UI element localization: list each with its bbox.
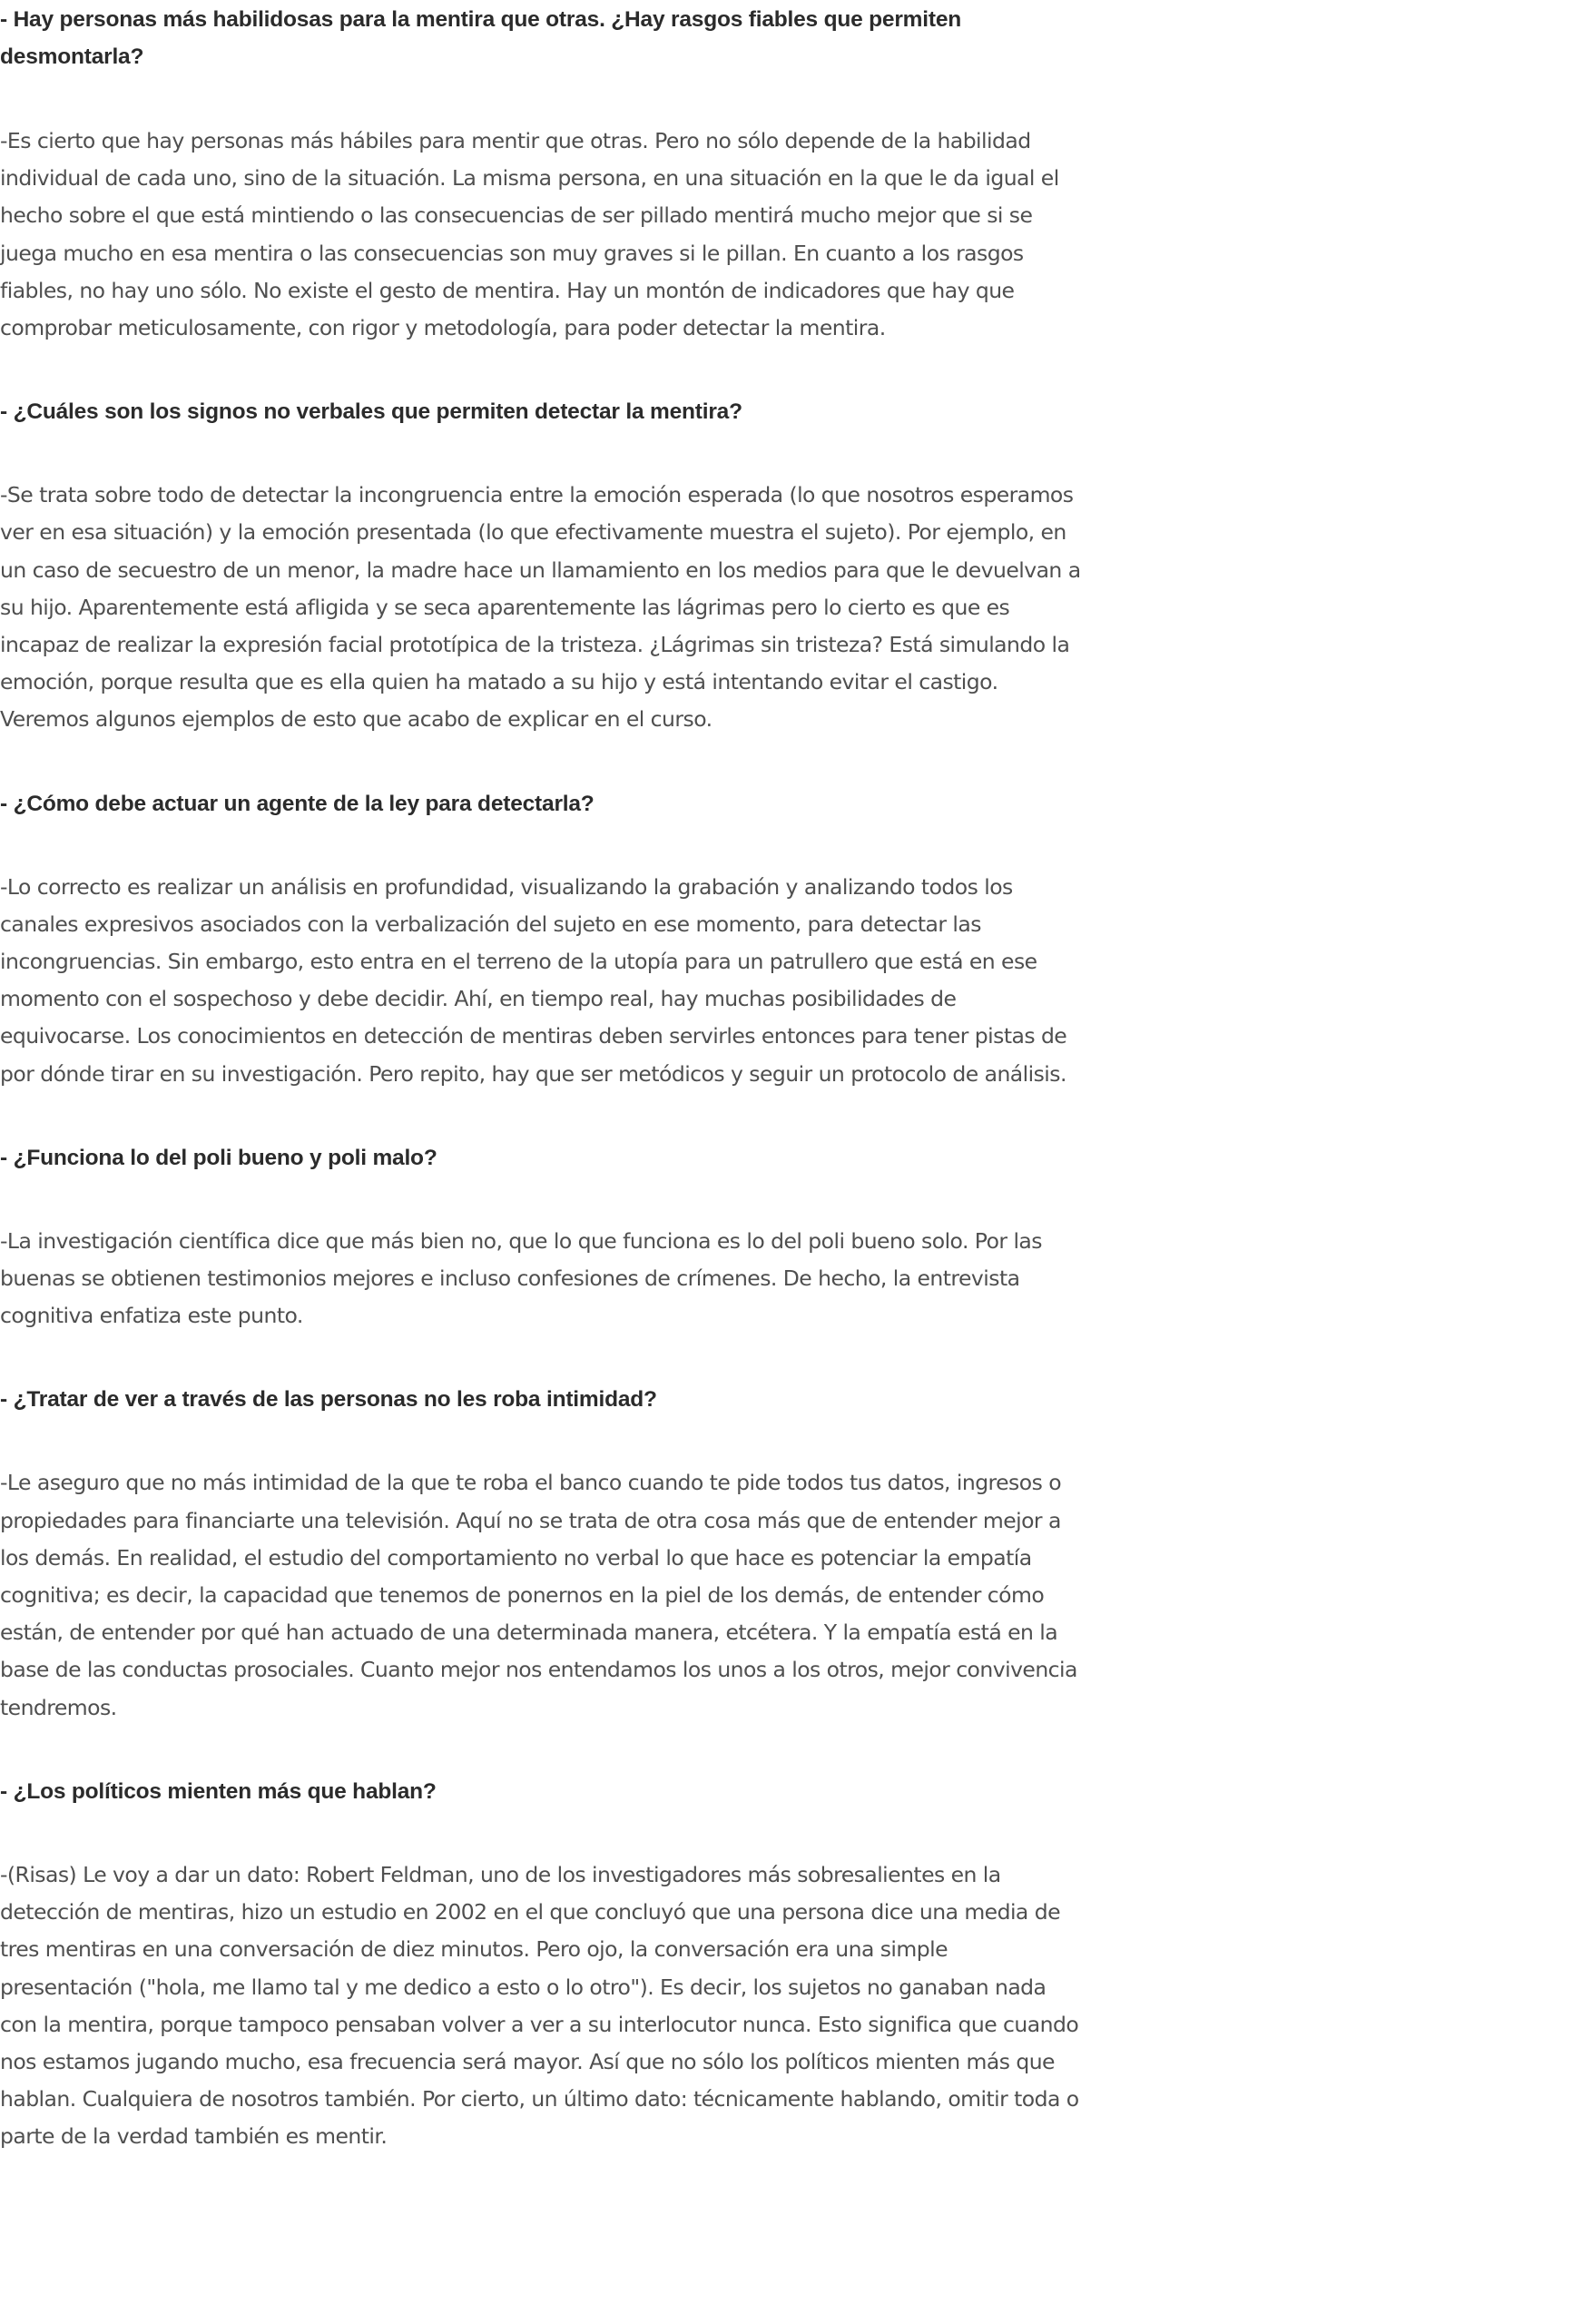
answer-paragraph: -(Risas) Le voy a dar un dato: Robert Feldman, uno de los investigadores más sobresalientes en la detección de mentiras, hizo un estudio en 2002 en el que concluyó que una persona dice una media de tres mentiras en una conversación de diez minutos. Pero ojo, la conversación era una simple presentación ("hola, me llamo tal y me dedico a esto o lo otro"). Es decir, los sujetos no ganaban nada con la mentira, porque tampoco pensaban volver a ver a su interlocutor nunca. Esto significa que cuando nos estamos jugando mucho, esa frecuencia será mayor. Así que no sólo los políticos mienten más que hablan. Cualquiera de nosotros también. Por cierto, un último dato: técnicamente hablando, omitir toda o parte de la verdad también es mentir.	[0, 1861, 1079, 2150]
answer-paragraph: -Lo correcto es realizar un análisis en profundidad, visualizando la grabación y analizando todos los canales expresivos asociados con la verbalización del sujeto en ese momento, para detectar las incongruencias. Sin embargo, esto entra en el terreno de la utopía para un patrullero que está en ese momento con el sospechoso y debe decidir. Ahí, en tiempo real, hay muchas posibilidades de equivocarse. Los conocimientos en detección de mentiras deben servirles entonces para tener pistas de por dónde tirar en su investigación. Pero repito, hay que ser metódicos y seguir un protocolo de análisis.	[0, 873, 1067, 1087]
answer-paragraph: -Se trata sobre todo de detectar la incongruencia entre la emoción esperada (lo que nosotros esperamos ver en esa situación) y la emoción presentada (lo que efectivamente muestra el sujeto). Por ejemplo, en un caso de secuestro de un menor, la madre hace un llamamiento en los medios para que le devuelvan a su hijo. Aparentemente está afligida y se seca aparentemente las lágrimas pero lo cierto es que es incapaz de realizar la expresión facial prototípica de la tristeza. ¿Lágrimas sin tristeza? Está simulando la emoción, porque resulta que es ella quien ha matado a su hijo y está intentando evitar el castigo. Veremos algunos ejemplos de esto que acabo de explicar en el curso.	[0, 482, 1081, 733]
qa-section	[0, 393, 1085, 738]
question-heading: - ¿Los políticos mienten más que hablan?	[0, 1778, 437, 1804]
question-heading: - ¿Cómo debe actuar un agente de la ley para detectarla?	[0, 791, 595, 816]
question-heading: - Hay personas más habilidosas para la mentira que otras. ¿Hay rasgos fiables que permiten desmontarla?	[0, 7, 962, 69]
question-heading: - ¿Tratar de ver a través de las personas no les roba intimidad?	[0, 1387, 657, 1413]
qa-section	[0, 1, 1085, 347]
answer-paragraph: -Le aseguro que no más intimidad de la que te roba el banco cuando te pide todos tus datos, ingresos o propiedades para financiarte una televisión. Aquí no se trata de otra cosa más que de entender mejor a los demás. En realidad, el estudio del comportamiento no verbal lo que hace es potenciar la empatía cognitiva; es decir, la capacidad que tenemos de ponernos en la piel de los demás, de entender cómo están, de entender por qué han actuado de una determinada manera, etcétera. Y la empatía está en la base de las conductas prosociales. Cuanto mejor nos entendamos los unos a los otros, mejor convivencia tendremos.	[0, 1470, 1077, 1720]
qa-section	[0, 785, 1085, 1093]
answer-paragraph: -La investigación científica dice que más bien no, que lo que funciona es lo del poli bueno solo. Por las buenas se obtienen testimonios mejores e incluso confesiones de crímenes. De hecho, la entrevista cognitiva enfatiza este punto.	[0, 1227, 1042, 1329]
question-heading: - ¿Funciona lo del poli bueno y poli malo?	[0, 1145, 437, 1170]
question-heading: - ¿Cuáles son los signos no verbales que permiten detectar la mentira?	[0, 399, 742, 425]
answer-paragraph: -Es cierto que hay personas más hábiles para mentir que otras. Pero no sólo depende de la habilidad individual de cada uno, sino de la situación. La misma persona, en una situación en la que le da igual el hecho sobre el que está mintiendo o las consecuencias de ser pillado mentirá mucho mejor que si se juega mucho en esa mentira o las consecuencias son muy graves si le pillan. En cuanto a los rasgos fiables, no hay uno sólo. No existe el gesto de mentira. Hay un montón de indicadores que hay que comprobar meticulosamente, con rigor y metodología, para poder detectar la mentira.	[0, 128, 1059, 341]
qa-section	[0, 1139, 1085, 1335]
qa-section	[0, 1773, 1085, 2156]
qa-section	[0, 1381, 1085, 1726]
